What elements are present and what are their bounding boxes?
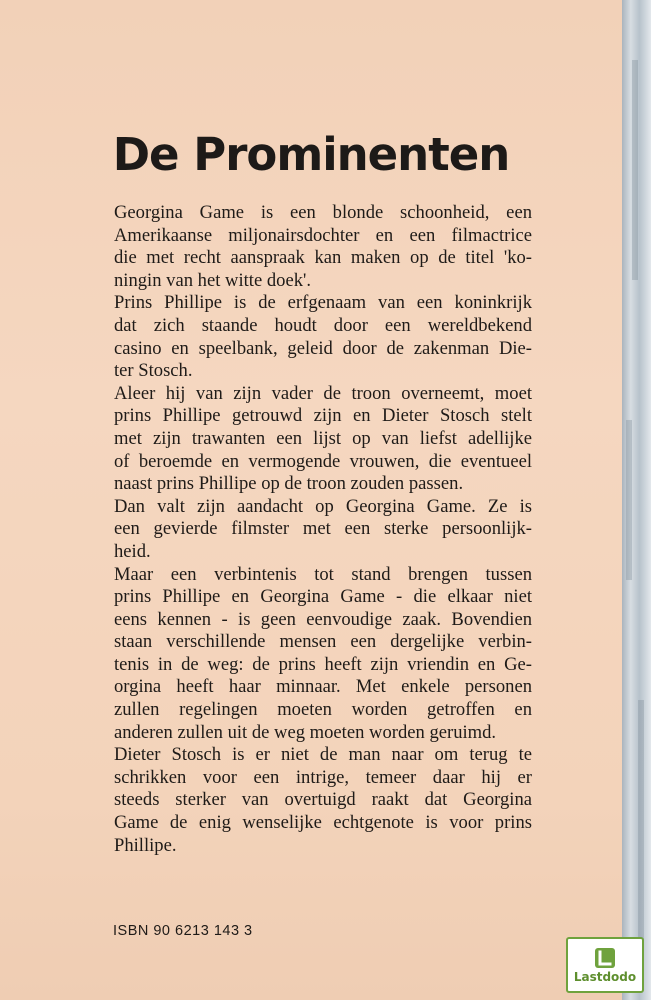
blurb-line: Amerikaanse miljonairsdochter en een filmactrice (114, 224, 532, 246)
blurb-line: prins Phillipe getrouwd zijn en Dieter Stosch stelt (114, 405, 532, 427)
blurb-line: dat zich staande houdt door een wereldbekend (114, 314, 532, 336)
blurb-line: Dieter Stosch is er niet de man naar om terug te (114, 744, 532, 766)
blurb-line: Georgina Game is een blonde schoonheid, een (114, 202, 532, 223)
blurb-paragraph (114, 202, 532, 292)
blurb-line: Game de enig wenselijke echtgenote is voor prins (114, 812, 532, 834)
book-title: De Prominenten (112, 128, 510, 181)
blurb-paragraph (114, 496, 532, 564)
blurb-line: die met recht aanspraak kan maken op de titel 'ko- (114, 247, 532, 269)
book-spine-edge (622, 0, 651, 1000)
blurb-line: tenis in de weg: de prins heeft zijn vriendin en Ge- (114, 653, 532, 675)
blurb-line: Prins Phillipe is de erfgenaam van een koninkrijk (114, 292, 532, 314)
blurb-line: orgina heeft haar minnaar. Met enkele personen (114, 676, 532, 698)
blurb-line: eens kennen - is geen eenvoudige zaak. Bovendien (114, 608, 532, 630)
blurb-line: heid. (114, 540, 151, 562)
blurb-line: ter Stosch. (114, 360, 193, 382)
lastdodo-badge[interactable] (566, 937, 644, 993)
blurb-line: steeds sterker van overtuigd raakt dat Georgina (114, 789, 532, 811)
blurb-paragraph (114, 564, 532, 745)
blurb-paragraph (114, 292, 532, 382)
blurb-text (114, 202, 532, 857)
blurb-line: Dan valt zijn aandacht op Georgina Game. Ze is (114, 495, 532, 517)
blurb-line: naast prins Phillipe op de troon zouden passen. (114, 473, 464, 495)
isbn-number: ISBN 90 6213 143 3 (113, 923, 253, 939)
blurb-line: met zijn trawanten een lijst op van liefst adellijke (114, 427, 532, 449)
blurb-line: ningin van het witte doek'. (114, 269, 311, 291)
blurb-line: een gevierde filmster met een sterke persoonlijk- (114, 518, 532, 540)
blurb-line: schrikken voor een intrige, temeer daar hij er (114, 766, 532, 788)
blurb-line: anderen zullen uit de weg moeten worden geruimd. (114, 721, 497, 743)
blurb-line: Aleer hij van zijn vader de troon overneemt, moet (114, 382, 532, 404)
lastdodo-badge-label: Lastdodo (573, 969, 637, 984)
blurb-paragraph (114, 744, 532, 857)
blurb-line: prins Phillipe en Georgina Game - die elkaar niet (114, 586, 532, 608)
blurb-line: casino en speelbank, geleid door de zakenman Die- (114, 337, 532, 359)
blurb-line: of beroemde en vermogende vrouwen, die eventueel (114, 450, 532, 472)
blurb-line: Maar een verbintenis tot stand brengen tussen (114, 563, 532, 585)
blurb-line: zullen regelingen moeten worden getroffen en (114, 699, 532, 721)
blurb-paragraph (114, 383, 532, 496)
blurb-line: staan verschillende mensen een dergelijke verbin- (114, 631, 532, 653)
blurb-line: Phillipe. (114, 834, 177, 856)
lastdodo-logo-icon (594, 947, 616, 969)
